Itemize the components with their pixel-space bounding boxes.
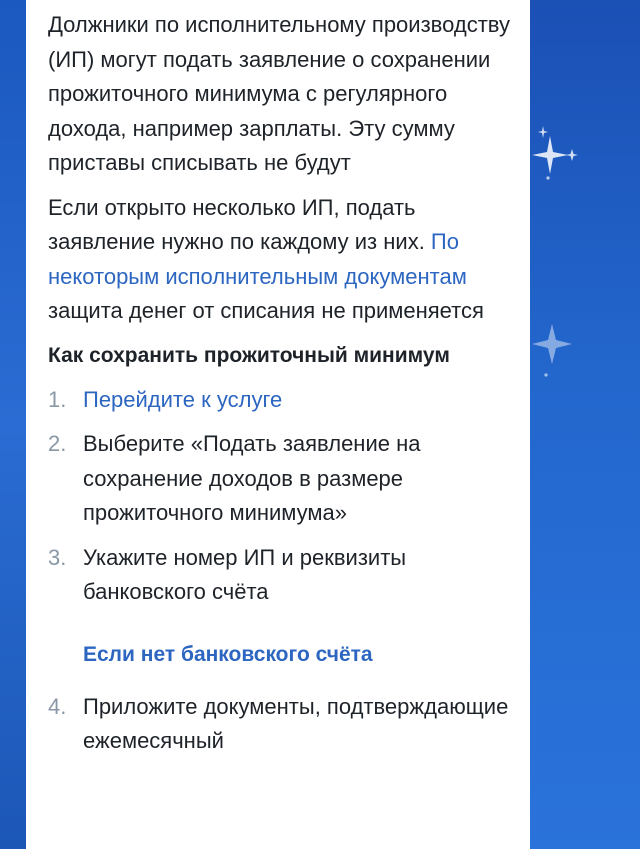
exceptions-link[interactable]: По некоторым исполнительным документам <box>48 229 467 289</box>
multiple-ip-paragraph <box>48 191 518 329</box>
step-item <box>48 427 518 531</box>
how-to-heading: Как сохранить прожиточный минимум <box>48 343 450 367</box>
step-number: 3. <box>48 544 67 570</box>
no-bank-account-link[interactable]: Если нет банковского счёта <box>83 642 373 666</box>
intro-paragraph: Должники по исполнительному производству (ИП) могут подать заявление о сохранении прожиточного минимума с регулярного дохода, например зарплаты. Эту сумму приставы списывать не будут <box>48 12 510 175</box>
multiple-ip-tail: защита денег от списания не применяется <box>48 298 484 323</box>
sparkle-icon <box>530 120 590 190</box>
article-content <box>48 8 518 769</box>
step-number: 4. <box>48 693 67 719</box>
sparkle-icon <box>530 318 590 388</box>
steps-list <box>48 383 518 759</box>
multiple-ip-text: Если открыто несколько ИП, подать заявление нужно по каждому из них. <box>48 194 431 254</box>
step-text: Выберите «Подать заявление на сохранение доходов в размере прожиточного минимума» <box>83 431 421 525</box>
go-to-service-link[interactable]: Перейдите к услуге <box>83 386 283 412</box>
step-item <box>48 383 518 418</box>
step-text: Приложите документы, подтверждающие ежемесячный <box>83 693 509 753</box>
step-number: 1. <box>48 386 67 412</box>
step-text: Укажите номер ИП и реквизиты банковского счёта <box>83 544 407 604</box>
background-left <box>0 0 26 849</box>
step-item <box>48 541 518 610</box>
background-right <box>530 0 640 849</box>
step-number: 2. <box>48 431 67 456</box>
article-card <box>26 0 530 849</box>
step-item <box>48 690 518 759</box>
